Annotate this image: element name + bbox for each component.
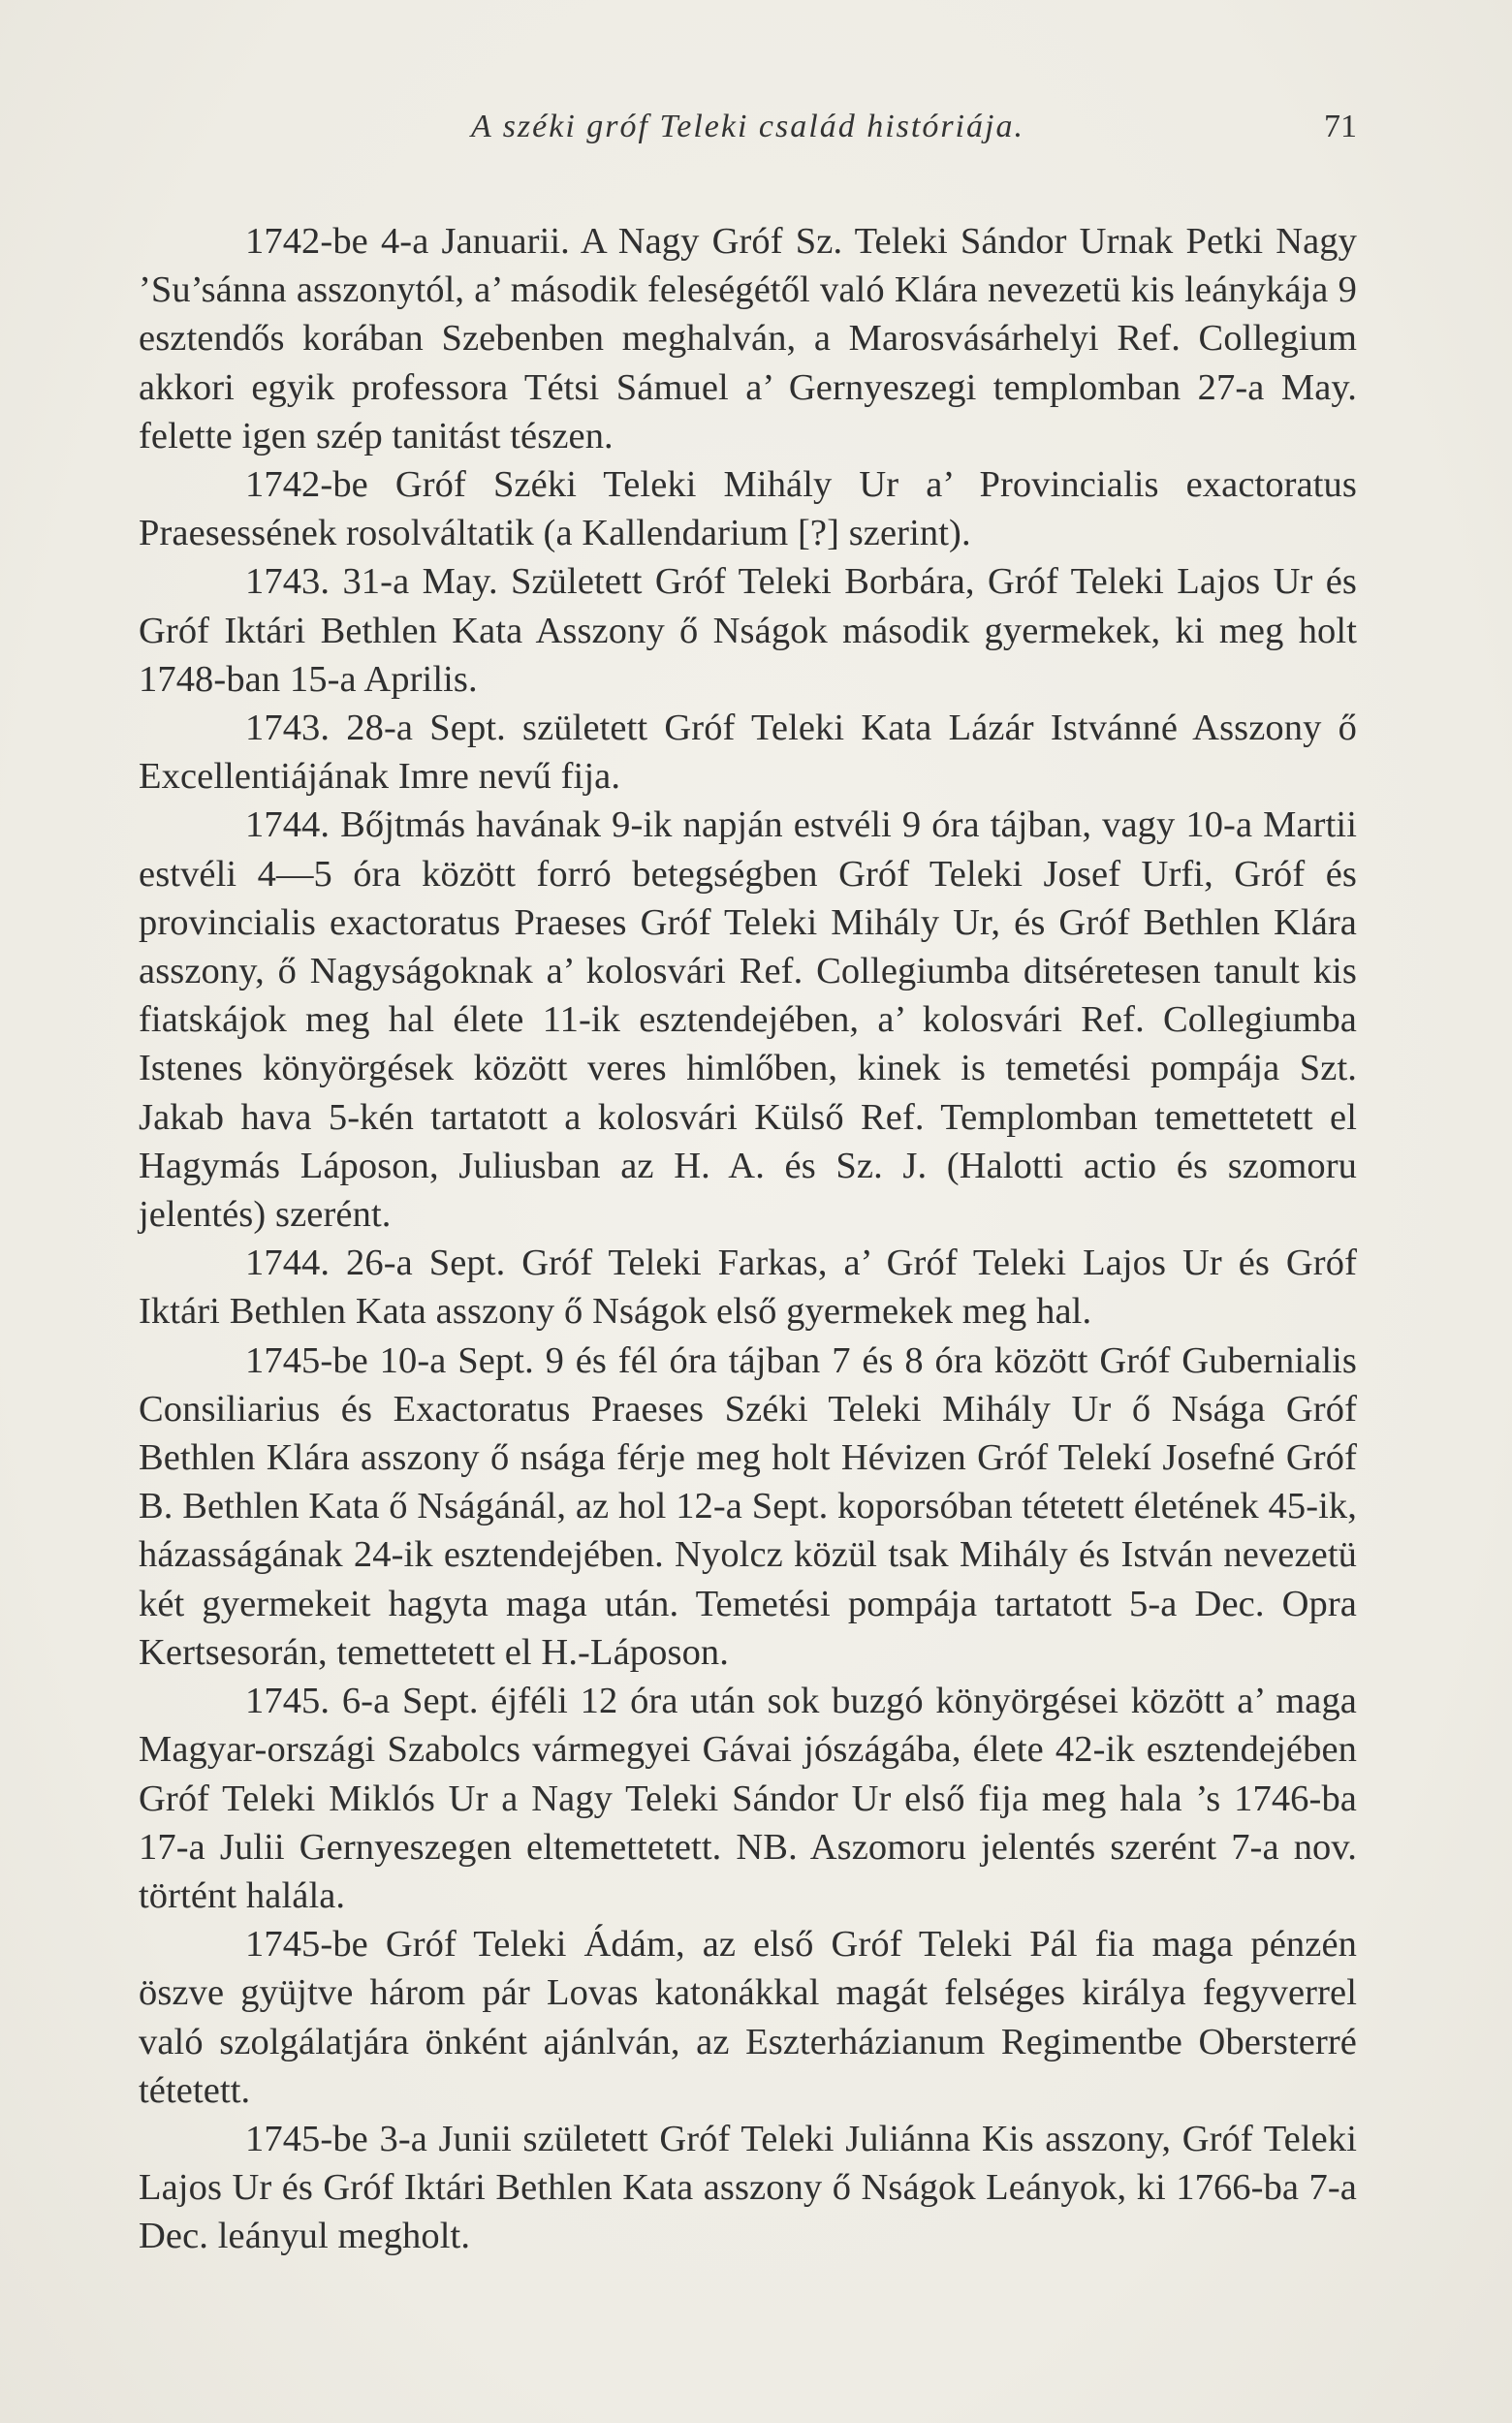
entry-paragraph: 1742-be Gróf Széki Teleki Mihály Ur a’ Provincialis exactoratus Praesessének rosolváltatik (a Kallendarium [?] szerint). [139, 464, 1357, 554]
entry-paragraph: 1744. Bőjtmás havának 9-ik napján estvéli 9 óra tájban, vagy 10-a Martii estvéli 4—5 óra között forró betegségben Gróf Teleki Josef Urfi, Gróf és provincialis exactoratus Praeses Gróf Teleki Mihály Ur, és Gróf Bethlen Klára asszony, ő Nagyságoknak a’ kolosvári Ref. Collegiumba ditséretesen tanult kis fiatskájok meg hal élete 11-ik esztendejében, a’ kolosvári Ref. Collegiumba Istenes könyörgések között veres himlőben, kinek is temetési pompája Szt. Jakab hava 5-kén tartatott a kolosvári Külső Ref. Templomban temettetett el Hagymás Láposon, Juliusban az H. A. és Sz. J. (Halotti actio és szomoru jelentés) szerént. [139, 804, 1357, 1236]
entry-paragraph: 1745-be 10-a Sept. 9 és fél óra tájban 7 és 8 óra között Gróf Gubernialis Consiliarius és Exactoratus Praeses Széki Teleki Mihály Ur ő Nsága Gróf Bethlen Klára asszony ő nsága férje meg holt Hévizen Gróf Telekí Josefné Gróf B. Bethlen Kata ő Nságánál, az hol 12-a Sept. koporsóban tétetett életének 45-ik, házasságának 24-ik esztendejében. Nyolcz közül tsak Mihály és István nevezetü két gyermekeit hagyta maga után. Temetési pompája tartatott 5-a Dec. Opra Kertsesorán, temettetett el H.-Láposon. [139, 1339, 1357, 1673]
entry-paragraph: 1743. 28-a Sept. született Gróf Teleki Kata Lázár Istvánné Asszony ő Excellentiájának Imre nevű fija. [139, 708, 1357, 798]
entry-paragraph: 1743. 31-a May. Született Gróf Teleki Borbára, Gróf Teleki Lajos Ur és Gróf Iktári Bethlen Kata Asszony ő Nságok második gyermekek, ki meg holt 1748-ban 15-a Aprilis. [139, 561, 1357, 700]
entry-paragraph: 1742-be 4-a Januarii. A Nagy Gróf Sz. Teleki Sándor Urnak Petki Nagy ’Su’sánna asszonytól, a’ második feleségétől való Klára nevezetü kis leánykája 9 esztendős korában Szebenben meghalván, a Marosvásárhelyi Ref. Collegium akkori egyik professora Tétsi Sámuel a’ Gernyeszegi templomban 27-a May. felette igen szép tanitást tészen. [139, 221, 1357, 456]
page-number: 71 [1324, 109, 1357, 144]
running-title: A széki gróf Teleki család históriája. [471, 109, 1024, 144]
body-text [139, 217, 1357, 2261]
entry-paragraph: 1745-be 3-a Junii született Gróf Teleki Juliánna Kis asszony, Gróf Teleki Lajos Ur és Gróf Iktári Bethlen Kata asszony ő Nságok Leányok, ki 1766-ba 7-a Dec. leányul megholt. [139, 2118, 1357, 2257]
entry-paragraph: 1745. 6-a Sept. éjféli 12 óra után sok buzgó könyörgései között a’ maga Magyar-országi Szabolcs vármegyei Gávai jószágába, élete 42-ik esztendejében Gróf Teleki Miklós Ur a Nagy Teleki Sándor Ur első fija meg hala ’s 1746-ba 17-a Julii Gernyeszegen eltemettetett. NB. Aszomoru jelentés szerént 7-a nov. történt halála. [139, 1681, 1357, 1916]
running-header [139, 109, 1357, 157]
entry-paragraph: 1745-be Gróf Teleki Ádám, az első Gróf Teleki Pál fia maga pénzén öszve gyüjtve három pár Lovas katonákkal magát felséges királya fegyverrel való szolgálatjára önként ajánlván, az Eszterházianum Regimentbe Obersterré tétetett. [139, 1924, 1357, 2111]
entry-paragraph: 1744. 26-a Sept. Gróf Teleki Farkas, a’ Gróf Teleki Lajos Ur és Gróf Iktári Bethlen Kata asszony ő Nságok első gyermekek meg hal. [139, 1243, 1357, 1333]
